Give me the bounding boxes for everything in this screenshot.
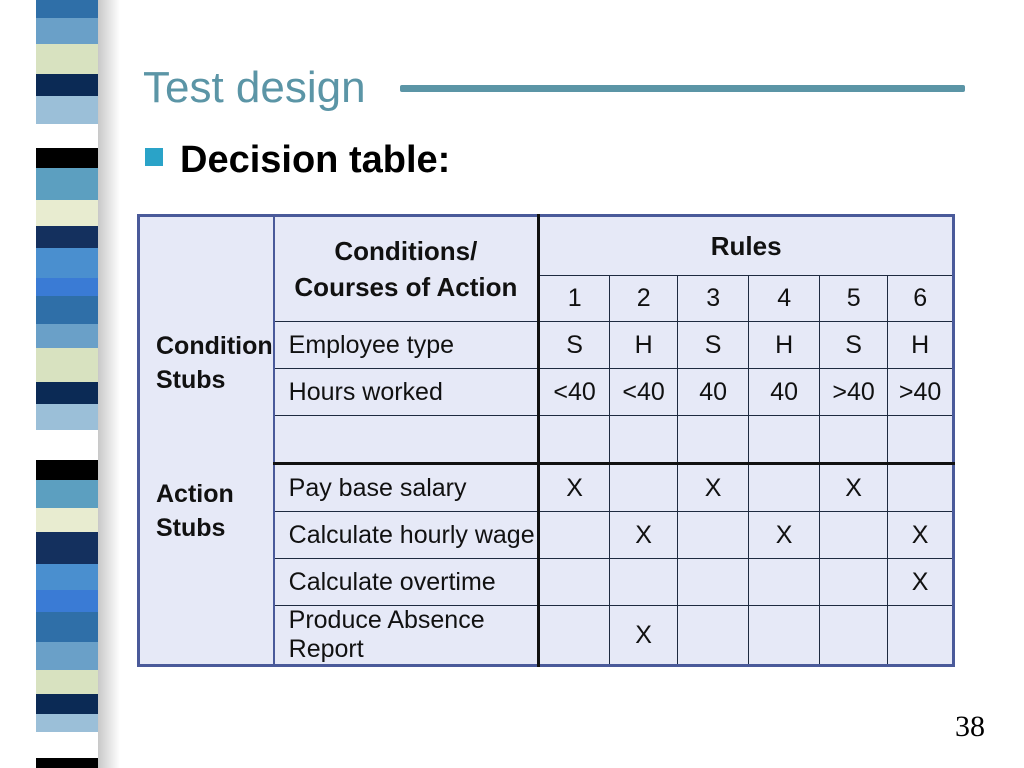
rule-number: 5	[820, 275, 888, 321]
rule-cell	[749, 606, 820, 666]
rule-number: 2	[610, 275, 678, 321]
rule-number: 3	[678, 275, 749, 321]
condition-stubs-line2: Stubs	[156, 366, 226, 394]
rule-cell	[749, 559, 820, 606]
rule-cell	[888, 464, 954, 512]
stripe-band	[36, 758, 98, 768]
condition-stubs-label	[156, 329, 273, 397]
stripe-band	[36, 732, 98, 758]
stripe-band	[36, 226, 98, 248]
decorative-stripe-bar	[36, 0, 98, 768]
rule-cell: S	[820, 322, 888, 369]
stripe-band	[36, 248, 98, 278]
stripe-band	[36, 642, 98, 670]
stripe-shadow	[98, 0, 120, 768]
rule-cell: S	[678, 322, 749, 369]
page-number: 38	[955, 710, 985, 743]
rule-cell: H	[610, 322, 678, 369]
stripe-band	[36, 612, 98, 642]
rule-cell: 40	[678, 369, 749, 416]
rule-cell: X	[820, 464, 888, 512]
rules-header-cell: Rules	[539, 216, 954, 276]
rule-number: 4	[749, 275, 820, 321]
rule-cell	[749, 464, 820, 512]
condition-stubs-line1: Condition	[156, 332, 273, 360]
rule-number: 6	[888, 275, 954, 321]
table-header-row	[139, 216, 954, 276]
square-bullet-icon	[145, 148, 163, 166]
rule-cell	[539, 416, 610, 464]
stripe-band	[36, 44, 98, 74]
stripe-band	[36, 508, 98, 532]
conditions-header-line2: Courses of Action	[294, 272, 518, 302]
rule-cell	[820, 606, 888, 666]
row-label: Calculate hourly wage	[274, 512, 539, 559]
rule-cell: S	[539, 322, 610, 369]
rule-cell	[610, 464, 678, 512]
stripe-band	[36, 382, 98, 404]
stripe-band	[36, 532, 98, 564]
rule-cell	[888, 416, 954, 464]
rule-cell: X	[610, 606, 678, 666]
rule-cell	[888, 606, 954, 666]
rule-number: 1	[539, 275, 610, 321]
stripe-band	[36, 670, 98, 694]
stripe-band	[36, 168, 98, 200]
stripe-band	[36, 278, 98, 296]
rule-cell	[678, 512, 749, 559]
stripe-band	[36, 324, 98, 348]
action-stubs-label	[156, 477, 273, 545]
rule-cell: <40	[539, 369, 610, 416]
row-label: Produce Absence Report	[274, 606, 539, 666]
row-label: Pay base salary	[274, 464, 539, 512]
rule-cell	[539, 559, 610, 606]
row-label	[274, 416, 539, 464]
rule-cell	[820, 416, 888, 464]
row-label: Employee type	[274, 322, 539, 369]
stripe-band	[36, 148, 98, 168]
stripe-band	[36, 74, 98, 96]
conditions-header-line1: Conditions/	[334, 236, 478, 266]
rule-cell: >40	[820, 369, 888, 416]
rule-cell	[610, 416, 678, 464]
stripe-band	[36, 694, 98, 714]
stripe-band	[36, 18, 98, 44]
stripe-band	[36, 96, 98, 124]
stripe-band	[36, 590, 98, 612]
stripe-band	[36, 348, 98, 382]
rule-cell	[539, 512, 610, 559]
rule-cell: H	[888, 322, 954, 369]
rule-cell: 40	[749, 369, 820, 416]
rule-cell: X	[678, 464, 749, 512]
rule-cell: X	[749, 512, 820, 559]
title-underline-rule	[400, 85, 965, 92]
rule-cell: X	[888, 559, 954, 606]
rule-cell	[678, 606, 749, 666]
action-stubs-line2: Stubs	[156, 514, 226, 542]
rule-cell: >40	[888, 369, 954, 416]
rule-cell: <40	[610, 369, 678, 416]
decision-table	[137, 214, 955, 667]
stripe-band	[36, 480, 98, 508]
rule-cell: X	[610, 512, 678, 559]
stripe-band	[36, 0, 98, 18]
rule-cell	[678, 559, 749, 606]
stripe-band	[36, 564, 98, 590]
rule-cell	[678, 416, 749, 464]
stripe-band	[36, 460, 98, 480]
row-label: Calculate overtime	[274, 559, 539, 606]
row-label: Hours worked	[274, 369, 539, 416]
stripe-band	[36, 430, 98, 460]
stripe-band	[36, 404, 98, 430]
slide-title: Test design	[143, 63, 366, 112]
rule-cell: H	[749, 322, 820, 369]
conditions-header-cell	[274, 216, 539, 322]
rule-cell	[539, 606, 610, 666]
stripe-band	[36, 124, 98, 148]
rule-cell: X	[539, 464, 610, 512]
rule-cell	[820, 512, 888, 559]
bullet-heading: Decision table:	[180, 139, 451, 181]
stripe-band	[36, 296, 98, 324]
action-stubs-line1: Action	[156, 480, 234, 508]
rule-cell	[610, 559, 678, 606]
rule-cell	[749, 416, 820, 464]
rule-cell	[820, 559, 888, 606]
stripe-band	[36, 200, 98, 226]
stripe-band	[36, 714, 98, 732]
stubs-column	[139, 216, 274, 666]
rule-cell: X	[888, 512, 954, 559]
